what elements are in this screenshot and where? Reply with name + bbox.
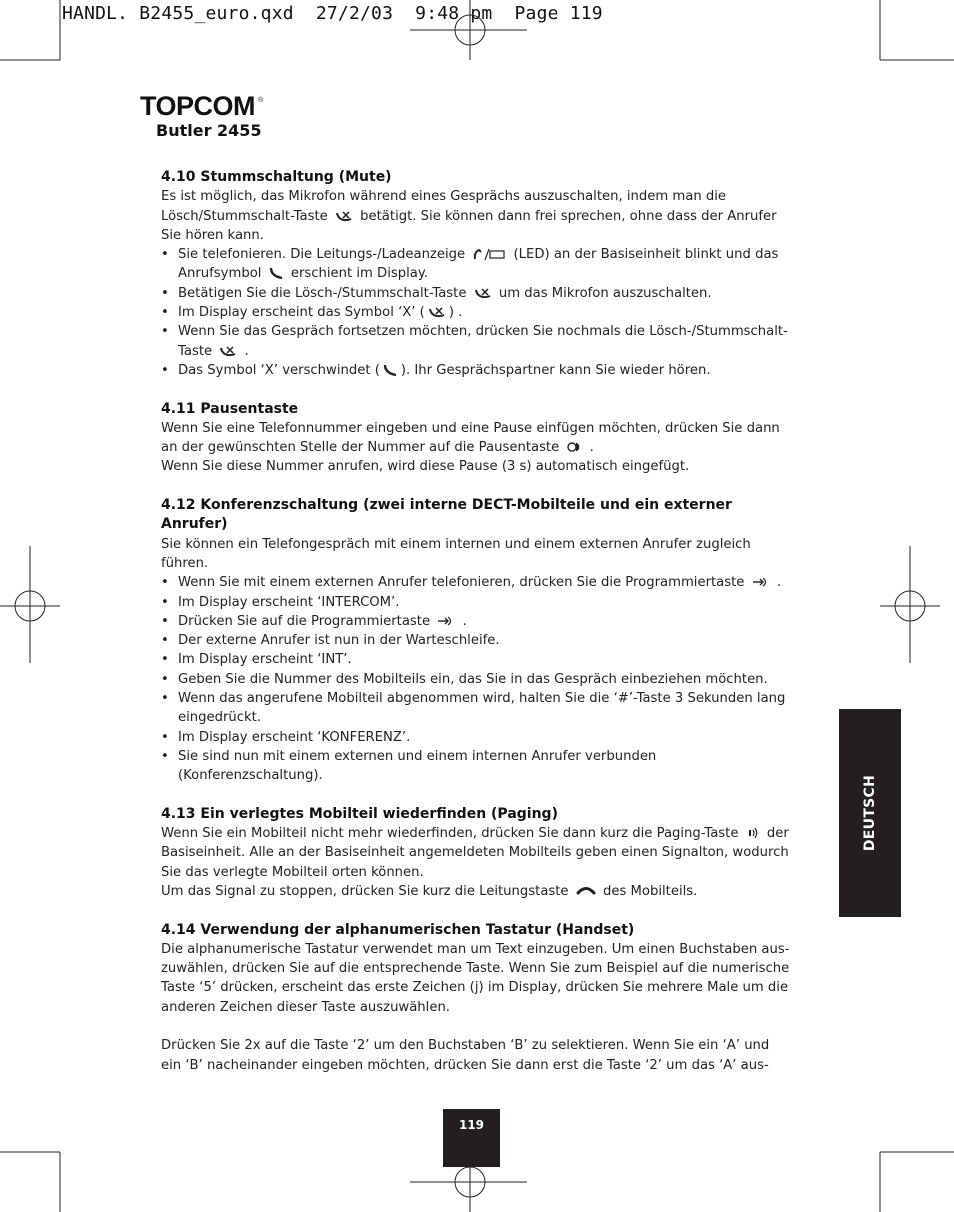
svg-text:®: ® (258, 97, 264, 104)
list-item: • Im Display erscheint ‘KONFERENZ’. (161, 728, 797, 747)
print-slug: HANDL. B2455_euro.qxd 27/2/03 9:48 pm Page 119 (62, 3, 603, 24)
program-key-icon (752, 576, 770, 588)
topcom-logo (138, 90, 266, 120)
program-key-icon (437, 615, 455, 627)
section-heading: 4.13 Ein verlegtes Mobilteil wiederfinden (Paging) (161, 805, 558, 822)
section-heading: 4.14 Verwendung der alphanumerischen Tastatur (Handset) (161, 921, 635, 938)
paragraph: Sie können ein Telefongespräch mit einem internen und einem externen Anrufer zugleich führen. (161, 536, 751, 571)
pause-icon (566, 441, 582, 453)
list-item: • Wenn Sie das Gespräch fortsetzen möchten, drücken Sie nochmals die Lösch-/Stummschalt- Taste . (161, 322, 797, 361)
page-number-box (443, 1109, 500, 1167)
list-item: • Wenn das angerufene Mobilteil abgenommen wird, halten Sie die ‘#’-Taste 3 Sekunden lang eingedrückt. (161, 689, 797, 728)
paragraph: Wenn Sie ein Mobilteil nicht mehr wiederfinden, drücken Sie dann kurz die Paging-Taste der Basiseinheit. Alle an der Basiseinheit angemeldeten Mobilteils geben einen Signalton, wodurch Sie das verlegte Mobilteil orten können. Um das Signal zu stoppen, drücken Sie kurz die Leitungstaste des Mobilteils. (161, 826, 789, 899)
line-key-icon (576, 885, 596, 897)
list-item: • Im Display erscheint das Symbol ‘X’ ( ) . (161, 303, 797, 322)
section-heading: 4.11 Pausentaste (161, 400, 299, 417)
handset-call-icon (269, 267, 284, 279)
section-4-14 (161, 921, 797, 1075)
section-4-11 (161, 400, 797, 477)
mute-symbol-icon (428, 306, 446, 318)
model-name: Butler 2455 (156, 121, 262, 140)
handset-call-icon (383, 364, 398, 376)
paragraph: Die alphanumerische Tastatur verwendet man um Text einzugeben. Um einen Buchstaben aus- zuwählen, drücken Sie auf die entsprechende Taste. Wenn Sie zum Beispiel auf die numerische Taste ‘5’ drücken, erscheint das erste Zeichen (j) im Display, drücken Sie mehrere Male um die anderen Zeichen dieser Taste auszuwählen. (161, 941, 790, 1015)
paragraph: Es ist möglich, das Mikrofon während eines Gesprächs auszuschalten, indem man die Lösch/Stummschalt-Taste betätigt. Sie können dann frei sprechen, ohne dass der Anrufer Sie hören kann. (161, 189, 777, 243)
list-item: • Der externe Anrufer ist nun in der Warteschleife. (161, 631, 797, 650)
line-charge-led-icon (472, 248, 506, 260)
list-item: • Drücken Sie auf die Programmiertaste . (161, 612, 797, 631)
paragraph: Drücken Sie 2x auf die Taste ‘2’ um den Buchstaben ‘B’ zu selektieren. Wenn Sie ein ‘A’ und ein ‘B’ nacheinander eingeben möchten, drücken Sie dann erst die Taste ‘2’ um das ‘A’ aus- (161, 1038, 770, 1073)
mute-handset-icon (474, 287, 492, 299)
language-tab (839, 709, 901, 917)
mute-handset-icon (335, 210, 353, 222)
section-4-10 (161, 168, 797, 380)
section-heading: 4.12 Konferenzschaltung (zwei interne DECT-Mobilteile und ein externer Anrufer) (161, 497, 732, 533)
list-item: • Sie telefonieren. Die Leitungs-/Ladeanzeige (LED) an der Basiseinheit blinkt und das Anrufsymbol erschient im Display. (161, 245, 797, 284)
section-4-13 (161, 805, 797, 901)
bullet-list (161, 573, 797, 785)
list-item: • Geben Sie die Nummer des Mobilteils ein, das Sie in das Gespräch einbeziehen möchten. (161, 670, 797, 689)
page-number: 119 (458, 1118, 485, 1132)
paging-icon (746, 827, 760, 839)
manual-content (161, 168, 797, 1075)
list-item: • Das Symbol ‘X’ verschwindet ( ). Ihr Gesprächspartner kann Sie wieder hören. (161, 361, 797, 380)
paragraph: Wenn Sie eine Telefonnummer eingeben und eine Pause einfügen möchten, drücken Sie dann an der gewünschten Stelle der Nummer auf die Pausentaste . Wenn Sie diese Nummer anrufen, wird diese Pause (3 s) automatisch eingefügt. (161, 420, 780, 475)
language-tab-label: DEUTSCH (862, 774, 878, 852)
bullet-list (161, 245, 797, 380)
list-item: • Wenn Sie mit einem externen Anrufer telefonieren, drücken Sie die Programmiertaste . (161, 573, 797, 592)
mute-handset-icon (219, 345, 237, 357)
svg-text:TOPCOM: TOPCOM (140, 91, 256, 120)
section-heading: 4.10 Stummschaltung (Mute) (161, 169, 392, 185)
list-item: • Im Display erscheint ‘INTERCOM’. (161, 593, 797, 612)
section-4-12 (161, 496, 797, 785)
list-item: • Betätigen Sie die Lösch-/Stummschalt-Taste um das Mikrofon auszuschalten. (161, 284, 797, 303)
list-item: • Sie sind nun mit einem externen und einem internen Anrufer verbunden (Konferenzschaltung). (161, 747, 797, 786)
list-item: • Im Display erscheint ‘INT’. (161, 650, 797, 669)
